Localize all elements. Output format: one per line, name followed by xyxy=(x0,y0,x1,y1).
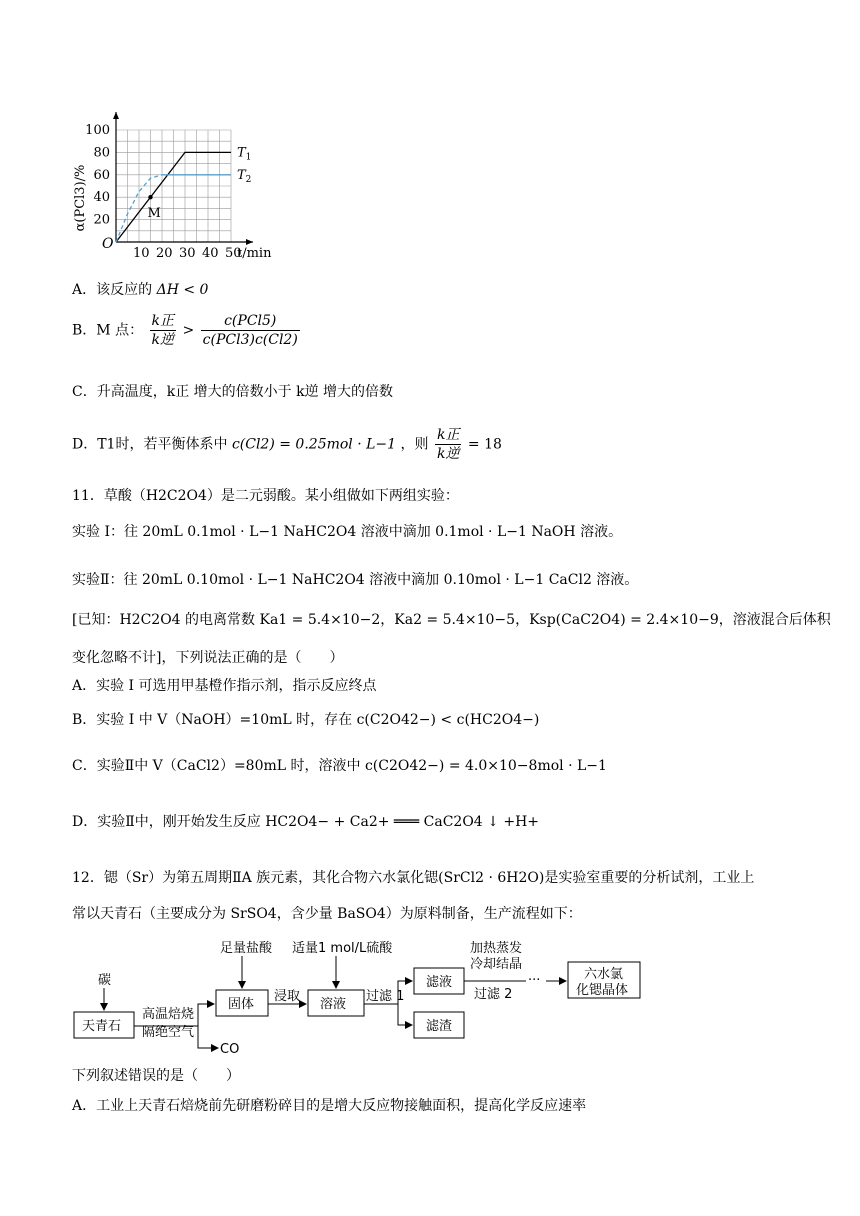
y-tick-label: 20 xyxy=(93,212,110,228)
hcl-label: 足量盐酸 xyxy=(220,941,273,956)
y-axis-arrow xyxy=(113,112,119,119)
x-axis-arrow xyxy=(246,239,253,245)
filter2-label: 过滤 2 xyxy=(474,987,513,1002)
y-tick-label: 60 xyxy=(93,167,110,183)
q11-exp1: 实验 I：往 20mL 0.1mol · L−1 NaHC2O4 溶液中滴加 0.1mol · L−1 NaOH 溶液。 xyxy=(72,524,623,540)
option-d-expr: c(Cl2) = 0.25mol · L−1 xyxy=(231,436,397,453)
ore-label: 天青石 xyxy=(82,1019,122,1034)
carbon-label: 碳 xyxy=(98,973,112,988)
process-flow-diagram xyxy=(70,938,670,1058)
q11-stem: 11．草酸（H2C2O4）是二元弱酸。某小组做如下两组实验： xyxy=(72,488,459,504)
q11-option-a: A．实验 I 可选用甲基橙作指示剂，指示反应终点 xyxy=(72,678,377,694)
k-ratio-fraction: $\frac{\text{k正}}{\text{k逆}}$ xyxy=(151,313,175,348)
leach-label: 浸取 xyxy=(274,989,301,1004)
q10-option-b xyxy=(72,312,302,349)
concentration-fraction: $\frac{\text{c(PCl5)}}{\text{c(PCl3)c(Cl2)}}$ xyxy=(202,313,298,348)
x-tick-label: 10 xyxy=(133,246,150,261)
option-d-result: = 18 xyxy=(467,436,502,453)
greater-than: > xyxy=(182,322,195,339)
y-axis-label: α(PCl3)/% xyxy=(73,164,88,232)
q11-option-c: C．实验Ⅱ中 V（CaCl2）=80mL 时，溶液中 c(C2O42−) = 4.0×10−8mol · L−1 xyxy=(72,758,607,774)
h2so4-label: 适量1 mol/L硫酸 xyxy=(292,941,393,956)
point-m xyxy=(148,195,152,199)
residue-label: 滤渣 xyxy=(426,1019,453,1034)
q12-question: 下列叙述错误的是（ ） xyxy=(72,1068,240,1084)
x-axis-label: t/min xyxy=(237,246,272,261)
series-label-t1: $T_1$ xyxy=(237,145,252,163)
x-tick-label: 50 xyxy=(225,246,242,261)
q12-option-a: A．工业上天青石焙烧前先研磨粉碎目的是增大反应物接触面积，提高化学反应速率 xyxy=(72,1098,587,1114)
y-tick-label: 100 xyxy=(85,123,110,138)
x-tick-label: 20 xyxy=(156,246,173,261)
k-ratio-fraction-d: $\frac{\text{k正}}{\text{k逆}}$ xyxy=(436,427,460,462)
filter1-label: 过滤 1 xyxy=(366,989,405,1004)
y-tick-label: 40 xyxy=(93,190,110,206)
filtrate-label: 滤液 xyxy=(426,975,453,990)
q10-option-d: D．T1时，若平衡体系中 c(Cl2) = 0.25mol · L−1 ，则 $\frac{\text{k正}}{\text{k逆}}$ = 18 xyxy=(72,427,502,462)
chart-grid xyxy=(116,130,231,242)
q10-option-c: C．升高温度，k正 增大的倍数小于 k逆 增大的倍数 xyxy=(72,384,394,400)
option-b-text: B．M 点： xyxy=(72,322,144,339)
x-tick-label: 40 xyxy=(202,246,219,261)
solid-label: 固体 xyxy=(228,997,255,1012)
chart-labels xyxy=(73,123,272,261)
q11-option-d: D．实验Ⅱ中，刚开始发生反应 HC2O4− + Ca2+ ═══ CaC2O4 ↓ +H+ xyxy=(72,814,540,830)
y-tick-label: 80 xyxy=(93,145,110,161)
option-a-expr: ΔH < 0 xyxy=(156,282,209,298)
product-label-2: 化锶晶体 xyxy=(576,983,629,998)
chart-axes xyxy=(113,112,253,245)
q11-known-2: 变化忽略不计]，下列说法正确的是（ ） xyxy=(72,650,344,666)
q10-option-a xyxy=(72,280,208,300)
roast-label-2: 隔绝空气 xyxy=(142,1025,195,1040)
q11-exp2: 实验Ⅱ：往 20mL 0.10mol · L−1 NaHC2O4 溶液中滴加 0.10mol · L−1 CaCl2 溶液。 xyxy=(72,572,639,588)
q11-known-1: [已知：H2C2O4 的电离常数 Ka1 = 5.4×10−2，Ka2 = 5.4×10−5，Ksp(CaC2O4) = 2.4×10−9，溶液混合后体积 xyxy=(72,612,831,628)
q11-option-b: B．实验 I 中 V（NaOH）=10mL 时，存在 c(C2O42−) < c(HC2O4−) xyxy=(72,712,540,728)
product-label-1: 六水氯 xyxy=(584,967,624,982)
evap-label-2: 冷却结晶 xyxy=(470,957,523,972)
roast-label-1: 高温焙烧 xyxy=(142,1007,195,1022)
dots-label: ··· xyxy=(528,973,541,988)
option-d-text: D．T1时，若平衡体系中 xyxy=(72,436,228,453)
solution-label: 溶液 xyxy=(320,997,347,1012)
origin-label: O xyxy=(102,236,114,252)
q12-stem-2: 常以天青石（主要成分为 SrSO4，含少量 BaSO4）为原料制备，生产流程如下： xyxy=(72,906,582,922)
conversion-chart xyxy=(72,108,302,268)
evap-label-1: 加热蒸发 xyxy=(470,941,523,956)
co-label: CO xyxy=(220,1042,240,1057)
option-a-text: A．该反应的 xyxy=(72,282,153,298)
series-label-t2: $T_2$ xyxy=(237,167,252,185)
point-m-label: M xyxy=(147,206,161,222)
x-tick-label: 30 xyxy=(179,246,196,261)
q12-stem-1: 12．锶（Sr）为第五周期ⅡA 族元素，其化合物六水氯化锶(SrCl2 · 6H2O)是实验室重要的分析试剂，工业上 xyxy=(72,870,755,886)
